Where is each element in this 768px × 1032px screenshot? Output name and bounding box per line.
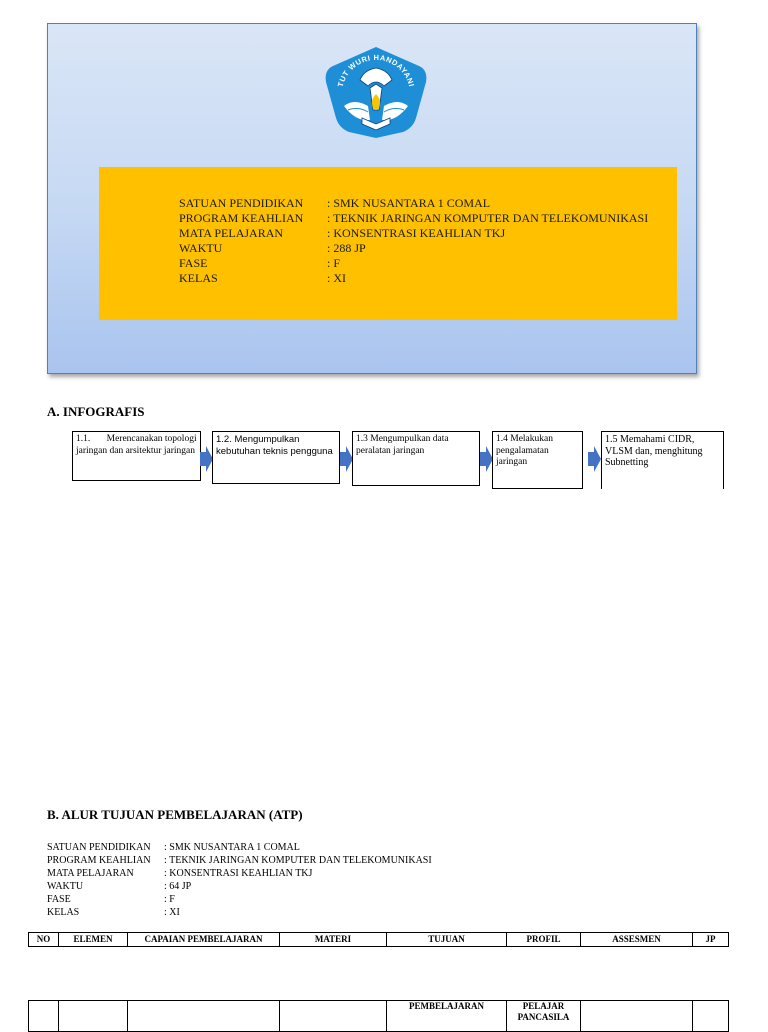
- table-cell: [128, 1001, 280, 1032]
- flow-step-1: 1.1. Merencanakan topologi jaringan dan arsitektur jaringan: [72, 431, 201, 481]
- arrow-right-icon: [588, 446, 601, 472]
- table-cell: [693, 1001, 729, 1032]
- column-header: NO: [29, 933, 59, 947]
- table-cell: [581, 1001, 693, 1032]
- table-header-row: [29, 933, 729, 947]
- flow-step-5: 1.5 Memahami CIDR, VLSM dan, menghitung Subnetting: [601, 431, 724, 489]
- atp-table-continuation: [28, 1000, 729, 1032]
- column-header: PROFIL: [507, 933, 581, 947]
- svg-text:TUT WURI HANDAYANI: TUT WURI HANDAYANI: [335, 52, 417, 88]
- column-header: CAPAIAN PEMBELAJARAN: [128, 933, 280, 947]
- section-b-heading: B. ALUR TUJUAN PEMBELAJARAN (ATP): [47, 807, 303, 822]
- tut-wuri-handayani-logo: [324, 46, 428, 138]
- section-a-heading: A. INFOGRAFIS: [47, 404, 145, 419]
- column-header: ASSESMEN: [581, 933, 693, 947]
- flow-step-3: 1.3 Mengumpulkan data peralatan jaringan: [352, 431, 480, 486]
- flow-step-4: 1.4 Melakukan pengalamatan jaringan: [492, 431, 583, 489]
- table-cell: [29, 1001, 59, 1032]
- column-header: MATERI: [280, 933, 387, 947]
- atp-table-header: [28, 932, 729, 947]
- table-row: [29, 1001, 729, 1032]
- table-cell: [280, 1001, 387, 1032]
- table-cell: PEMBELAJARAN: [387, 1001, 507, 1032]
- column-header: ELEMEN: [59, 933, 128, 947]
- column-header: JP: [693, 933, 729, 947]
- column-header: TUJUAN: [387, 933, 507, 947]
- identity-box: SATUAN PENDIDIKAN : SMK NUSANTARA 1 COMAL PROGRAM KEAHLIAN : TEKNIK JARINGAN KOMPUTER DAN TELEKOMUNIKASI MATA PELAJARAN : KONSENTRASI KEAHLIAN TKJ WAKTU : 288 JP FASE : F KELAS : XI: [99, 167, 677, 320]
- cover-panel: [47, 23, 697, 374]
- table-cell: PELAJAR PANCASILA: [507, 1001, 581, 1032]
- flow-step-2: 1.2. Mengumpulkan kebutuhan teknis pengguna: [212, 431, 340, 484]
- table-cell: [59, 1001, 128, 1032]
